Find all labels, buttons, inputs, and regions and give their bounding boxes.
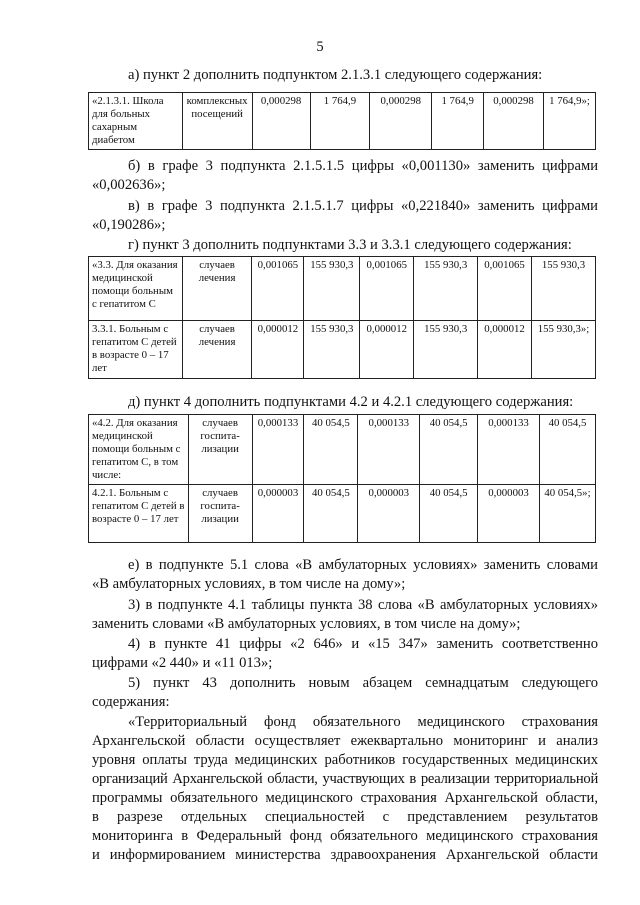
value-cell: 0,000298	[252, 93, 310, 150]
paragraph-v-line2: «0,190286»;	[92, 217, 166, 233]
quote-line: «Территориальный фонд обязательного медицинского страхования	[128, 714, 598, 730]
value-cell: 40 054,5	[420, 415, 478, 485]
value-cell: 1 764,9»;	[543, 93, 595, 150]
value-cell: 0,001065	[252, 257, 304, 321]
value-cell: 40 054,5	[420, 485, 478, 543]
value-cell: 0,001065	[478, 257, 532, 321]
table-row	[89, 321, 596, 379]
quote-line: программы обязательного медицинского страхования Архангельской области,	[92, 790, 598, 806]
value-cell: 155 930,3	[414, 257, 478, 321]
quote-line: уровня оплаты труда медицинских работников государственных медицинских	[92, 752, 598, 768]
value-cell: 0,000298	[484, 93, 544, 150]
quote-line: организаций Архангельской области, участвующих в реализации территориальной	[92, 771, 598, 787]
row-unit: случаев лечения	[182, 321, 252, 379]
value-cell: 1 764,9	[310, 93, 370, 150]
table-row	[89, 485, 596, 543]
table-row	[89, 93, 596, 150]
value-cell: 0,000012	[478, 321, 532, 379]
row-unit: случаев лечения	[182, 257, 252, 321]
value-cell: 0,001065	[360, 257, 414, 321]
paragraph-e-line2: «В амбулаторных условиях, в том числе на дому»;	[92, 576, 406, 592]
page-number: 5	[316, 39, 324, 55]
value-cell: 155 930,3	[304, 257, 360, 321]
quote-line: мониторинга в Федеральный фонд обязательного медицинского страхования	[92, 828, 598, 844]
paragraph-e-line1: е) в подпункте 5.1 слова «В амбулаторных условиях» заменить словами	[128, 557, 598, 573]
paragraph-a: а) пункт 2 дополнить подпунктом 2.1.3.1 следующего содержания:	[128, 67, 543, 83]
table-school-diabetes	[88, 92, 596, 150]
value-cell: 40 054,5»;	[539, 485, 595, 543]
table-hepatitis-treatment	[88, 256, 596, 379]
quote-line: Архангельской области осуществляет ежеквартально мониторинг и анализ	[92, 733, 598, 749]
value-cell: 0,000133	[478, 415, 540, 485]
value-cell: 155 930,3	[414, 321, 478, 379]
paragraph-5-line2: содержания:	[92, 694, 170, 710]
value-cell: 0,000003	[358, 485, 420, 543]
row-description: «2.1.3.1. Школа для больных сахарным диабетом	[89, 93, 183, 150]
paragraph-4-line1: 4) в пункте 41 цифры «2 646» и «15 347» заменить соответственно	[128, 636, 598, 652]
value-cell: 0,000133	[358, 415, 420, 485]
value-cell: 40 054,5	[539, 415, 595, 485]
paragraph-v-line1: в) в графе 3 подпункта 2.1.5.1.7 цифры «0,221840» заменить цифрами	[128, 198, 598, 214]
paragraph-4-line2: цифрами «2 440» и «11 013»;	[92, 655, 273, 671]
value-cell: 155 930,3	[532, 257, 596, 321]
table-row	[89, 415, 596, 485]
table-row	[89, 257, 596, 321]
paragraph-b-line1: б) в графе 3 подпункта 2.1.5.1.5 цифры «0,001130» заменить цифрами	[128, 158, 598, 174]
paragraph-d: д) пункт 4 дополнить подпунктами 4.2 и 4.2.1 следующего содержания:	[128, 394, 574, 410]
row-description: 3.3.1. Больным с гепатитом С детей в возрасте 0 – 17 лет	[89, 321, 183, 379]
paragraph-b-line2: «0,002636»;	[92, 177, 166, 193]
row-unit: случаев госпита-лизации	[188, 485, 252, 543]
value-cell: 40 054,5	[304, 485, 358, 543]
paragraph-5-line1: 5) пункт 43 дополнить новым абзацем семнадцатым следующего	[128, 675, 598, 691]
value-cell: 0,000298	[370, 93, 432, 150]
row-description: 4.2.1. Больным с гепатитом С детей в возрасте 0 – 17 лет	[89, 485, 189, 543]
value-cell: 0,000003	[478, 485, 540, 543]
value-cell: 0,000012	[360, 321, 414, 379]
value-cell: 155 930,3	[304, 321, 360, 379]
row-description: «3.3. Для оказания медицинской помощи больным с гепатитом С	[89, 257, 183, 321]
table-hepatitis-hospitalization	[88, 414, 596, 543]
value-cell: 0,000012	[252, 321, 304, 379]
row-description: «4.2. Для оказания медицинской помощи больным с гепатитом С, в том числе:	[89, 415, 189, 485]
row-unit: случаев госпита-лизации	[188, 415, 252, 485]
value-cell: 0,000133	[252, 415, 304, 485]
paragraph-3-line1: 3) в подпункте 4.1 таблицы пункта 38 слова «В амбулаторных условиях»	[128, 597, 598, 613]
paragraph-3-line2: заменить словами «В амбулаторных условиях, в том числе на дому»;	[92, 616, 521, 632]
value-cell: 155 930,3»;	[532, 321, 596, 379]
quote-line: в разрезе отдельных специальностей с представлением результатов	[92, 809, 598, 825]
row-unit: комплексных посещений	[182, 93, 252, 150]
value-cell: 0,000003	[252, 485, 304, 543]
value-cell: 40 054,5	[304, 415, 358, 485]
paragraph-g: г) пункт 3 дополнить подпунктами 3.3 и 3.3.1 следующего содержания:	[128, 237, 572, 253]
value-cell: 1 764,9	[432, 93, 484, 150]
quote-line: и информированием министерства здравоохранения Архангельской области	[92, 847, 598, 863]
